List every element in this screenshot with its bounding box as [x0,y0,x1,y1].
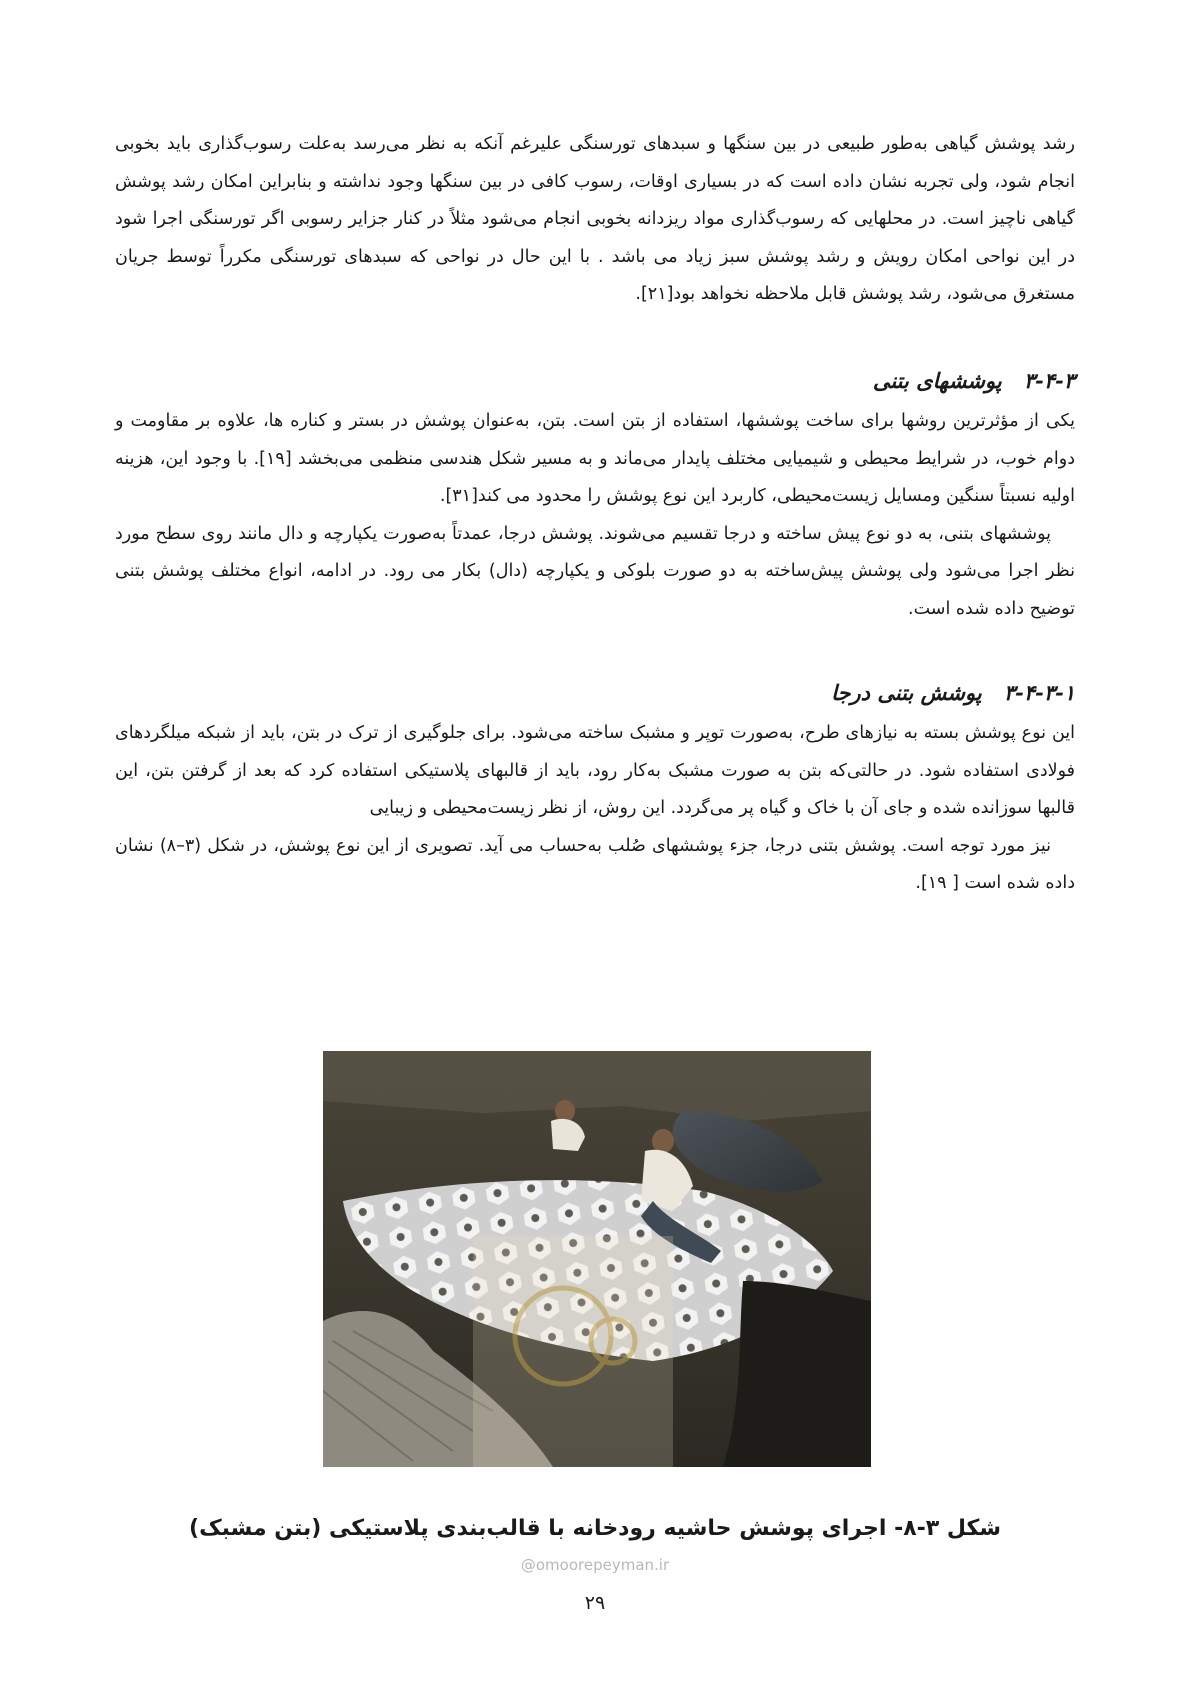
section-heading-concrete [873,366,1075,396]
watermark-url: @omoorepeyman.ir [520,1556,670,1574]
figure-photo [323,1051,871,1467]
paragraph-text: رشد پوشش گیاهی به‌طور طبیعی در بین سنگها و سبدهای تورسنگی علیرغم آنکه به نظر می‌رسد به‌علت رسوب‌گذاری باید بخوبی انجام شود، ولی تجربه نشان داده است که در بسیاری اوقات، رسوب کافی در بین سنگها وجود نداشته و بنابراین امکان رشد پوشش گیاهی ناچیز است. در محلهایی که رسوب‌گذاری مواد ریزدانه بخوبی انجام می‌شود مثلاً در کنار جزایر رسوبی اگر تورسنگی اجرا شود در این نواحی امکان رویش و رشد پوشش سبز زیاد می باشد . با این حال در نواحی که سبدهای تورسنگی مکرراً توسط جریان مستغرق می‌شود، رشد پوشش قابل ملاحظه نخواهد بود[۲۱]. [115,134,1075,304]
paragraph-text: پوششهای بتنی، به دو نوع پیش ساخته و درجا تقسیم می‌شوند. پوشش درجا، عمدتاً به‌صورت یکپارچه و دال مانند روی سطح مورد نظر اجرا می‌شود ولی پوشش پیش‌ساخته به دو صورت بلوکی و یکپارچه (دال) بکار می رود. در ادامه، انواع مختلف پوشش بتنی توضیح داده شده است. [115,523,1075,619]
paragraph-insitu [115,715,1075,903]
paragraph-vegetation [115,126,1075,314]
paragraph-concrete-intro [115,403,1075,628]
page-number: ۲۹ [584,1592,606,1614]
heading-title: پوششهای بتنی [872,368,1002,393]
heading-title: پوشش بتنی درجا [831,680,982,705]
section-heading-insitu [831,678,1075,708]
paragraph-text: این نوع پوشش بسته به نیازهای طرح، به‌صورت توپر و مشبک ساخته می‌شود. برای جلوگیری از ترک در بتن، باید از شبکه میلگردهای فولادی استفاده شود. در حالتی‌که بتن به صورت مشبک به‌کار رود، باید از قالبهای پلاستیکی استفاده کرد که بعد از گرفتن بتن، این قالبها سوزانده شده و جای آن با خاک و گیاه پر می‌گردد. این روش، از نظر زیست‌محیطی و زیبایی [115,723,1075,818]
paragraph-text: یکی از مؤثرترین روشها برای ساخت پوششها، استفاده از بتن است. بتن، به‌عنوان پوشش در بستر و کناره ها، علاوه بر مقاومت و دوام خوب، در شرایط محیطی و شیمیایی مختلف پایدار می‌ماند و به مسیر شکل هندسی منظمی می‌بخشد [۱۹]. با وجود این، هزینه اولیه نسبتاً سنگین ومسایل زیست‌محیطی، کاربرد این نوع پوشش را محدود می کند[۳۱]. [115,411,1075,506]
figure-caption: شکل ۳-۸- اجرای پوشش حاشیه رودخانه با قالب‌بندی پلاستیکی (بتن مشبک) [189,1516,1001,1541]
heading-number: ۳-۴-۳-۱ [1003,680,1075,705]
paragraph-text: نیز مورد توجه است. پوشش بتنی درجا، جزء پوششهای صُلب به‌حساب می آید. تصویری از این نوع پوشش، در شکل (۳–۸) نشان داده شده است [ ۱۹]. [115,835,1075,893]
heading-number: ۳-۴-۳ [1023,368,1075,393]
